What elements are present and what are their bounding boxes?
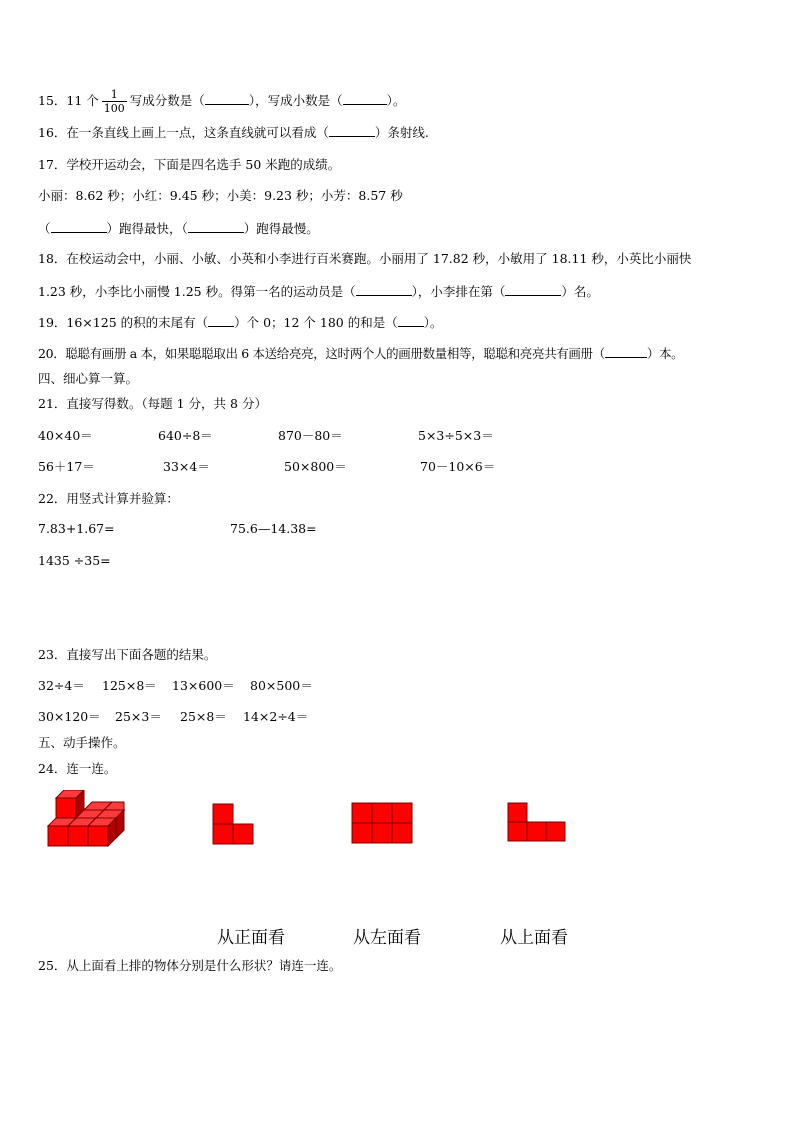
q15-mid: 写成分数是（ [129,93,205,108]
q18-line2c: ）名。 [561,284,599,299]
q17-ans-c: ）跑得最慢。 [243,221,319,236]
question-25-title: 25．从上面看上排的物体分别是什么形状？请连一连。 [38,958,342,973]
q17-ans-b: ）跑得最快，（ [106,221,188,236]
question-18-line2 [38,283,599,300]
q16-text: 16．在一条直线上画上一点，这条直线就可以看成（ [38,125,329,140]
answer-blank[interactable] [356,283,412,296]
question-20 [38,345,683,362]
q23-expr: 25×8＝ [180,709,227,724]
q21-expr: 5×3÷5×3＝ [418,428,494,443]
q21-expr: 40×40＝ [38,428,93,443]
view-label-front: 从正面看 [217,928,285,948]
q21-expr: 640÷8＝ [158,428,213,443]
fraction-numerator: 1 [102,88,127,102]
q18-line2a: 1.23 秒，小李比小丽慢 1.25 秒。得第一名的运动员是（ [38,284,356,299]
answer-blank[interactable] [505,283,561,296]
q23-expr: 32÷4＝ [38,678,85,693]
view-shape-long-l-figure [507,802,569,844]
q23-expr: 13×600＝ [172,678,235,693]
q19-b: ）个 0；12 个 180 的和是（ [234,315,398,330]
question-23-title: 23．直接写出下面各题的结果。 [38,647,217,662]
answer-blank[interactable] [205,92,249,105]
view-shape-rectangle-figure [351,802,415,846]
q21-expr: 56＋17＝ [38,459,95,474]
q23-expr: 25×3＝ [115,709,162,724]
answer-blank[interactable] [51,220,107,233]
q20-b: ）本。 [646,346,684,361]
q23-expr: 14×2÷4＝ [243,709,309,724]
answer-blank[interactable] [329,124,375,137]
question-22-title: 22．用竖式计算并验算： [38,491,179,506]
q15-end: ）。 [386,93,406,108]
answer-blank[interactable] [605,345,647,358]
q18-line2b: ），小李排在第（ [411,284,506,299]
question-17-title: 17．学校开运动会，下面是四名选手 50 米跑的成绩。 [38,157,341,172]
view-shape-l-figure [212,803,256,847]
q17-ans-a: （ [38,221,51,236]
q22-expr: 75.6—14.38= [230,521,317,536]
question-17-data: 小丽：8.62 秒；小红：9.45 秒；小美：9.23 秒；小芳：8.57 秒 [38,188,403,203]
answer-blank[interactable] [208,314,234,327]
q23-expr: 125×8＝ [102,678,157,693]
fraction-denominator: 100 [103,102,125,115]
q16-end: ）条射线. [374,125,429,140]
view-label-top: 从上面看 [500,928,568,948]
question-19 [38,314,443,331]
q15-prefix: 15．11 个 [38,93,99,108]
q20-a: 20．聪聪有画册 a 本，如果聪聪取出 6 本送给亮亮，这时两个人的画册数量相等，聪聪和亮亮共有画册（ [38,346,605,361]
question-15 [38,88,405,115]
cube-stack-3d-figure [44,790,128,852]
view-label-left: 从左面看 [353,928,421,948]
q15-mid2: ），写成小数是（ [248,93,343,108]
q21-expr: 33×4＝ [163,459,210,474]
section-5-heading: 五、动手操作。 [38,735,126,750]
q23-expr: 80×500＝ [250,678,313,693]
q21-expr: 50×800＝ [284,459,347,474]
question-24-title: 24．连一连。 [38,761,117,776]
q22-expr: 1435 ÷35= [38,553,111,568]
answer-blank[interactable] [398,314,424,327]
fraction-1-100 [102,88,127,115]
q19-c: ）。 [423,315,443,330]
question-21-title: 21．直接写得数。（每题 1 分，共 8 分） [38,396,267,411]
q23-expr: 30×120＝ [38,709,101,724]
answer-blank[interactable] [343,92,387,105]
question-17-answer [38,220,319,237]
question-18-line1: 18．在校运动会中，小丽、小敏、小英和小李进行百米赛跑。小丽用了 17.82 秒，小敏用了 18.11 秒，小英比小丽快 [38,251,692,266]
q21-expr: 70－10×6＝ [420,459,496,474]
q22-expr: 7.83+1.67= [38,521,115,536]
question-16 [38,124,429,141]
q19-a: 19．16×125 的积的末尾有（ [38,315,209,330]
section-4-heading: 四、细心算一算。 [38,371,139,386]
q21-expr: 870－80＝ [278,428,343,443]
answer-blank[interactable] [188,220,244,233]
